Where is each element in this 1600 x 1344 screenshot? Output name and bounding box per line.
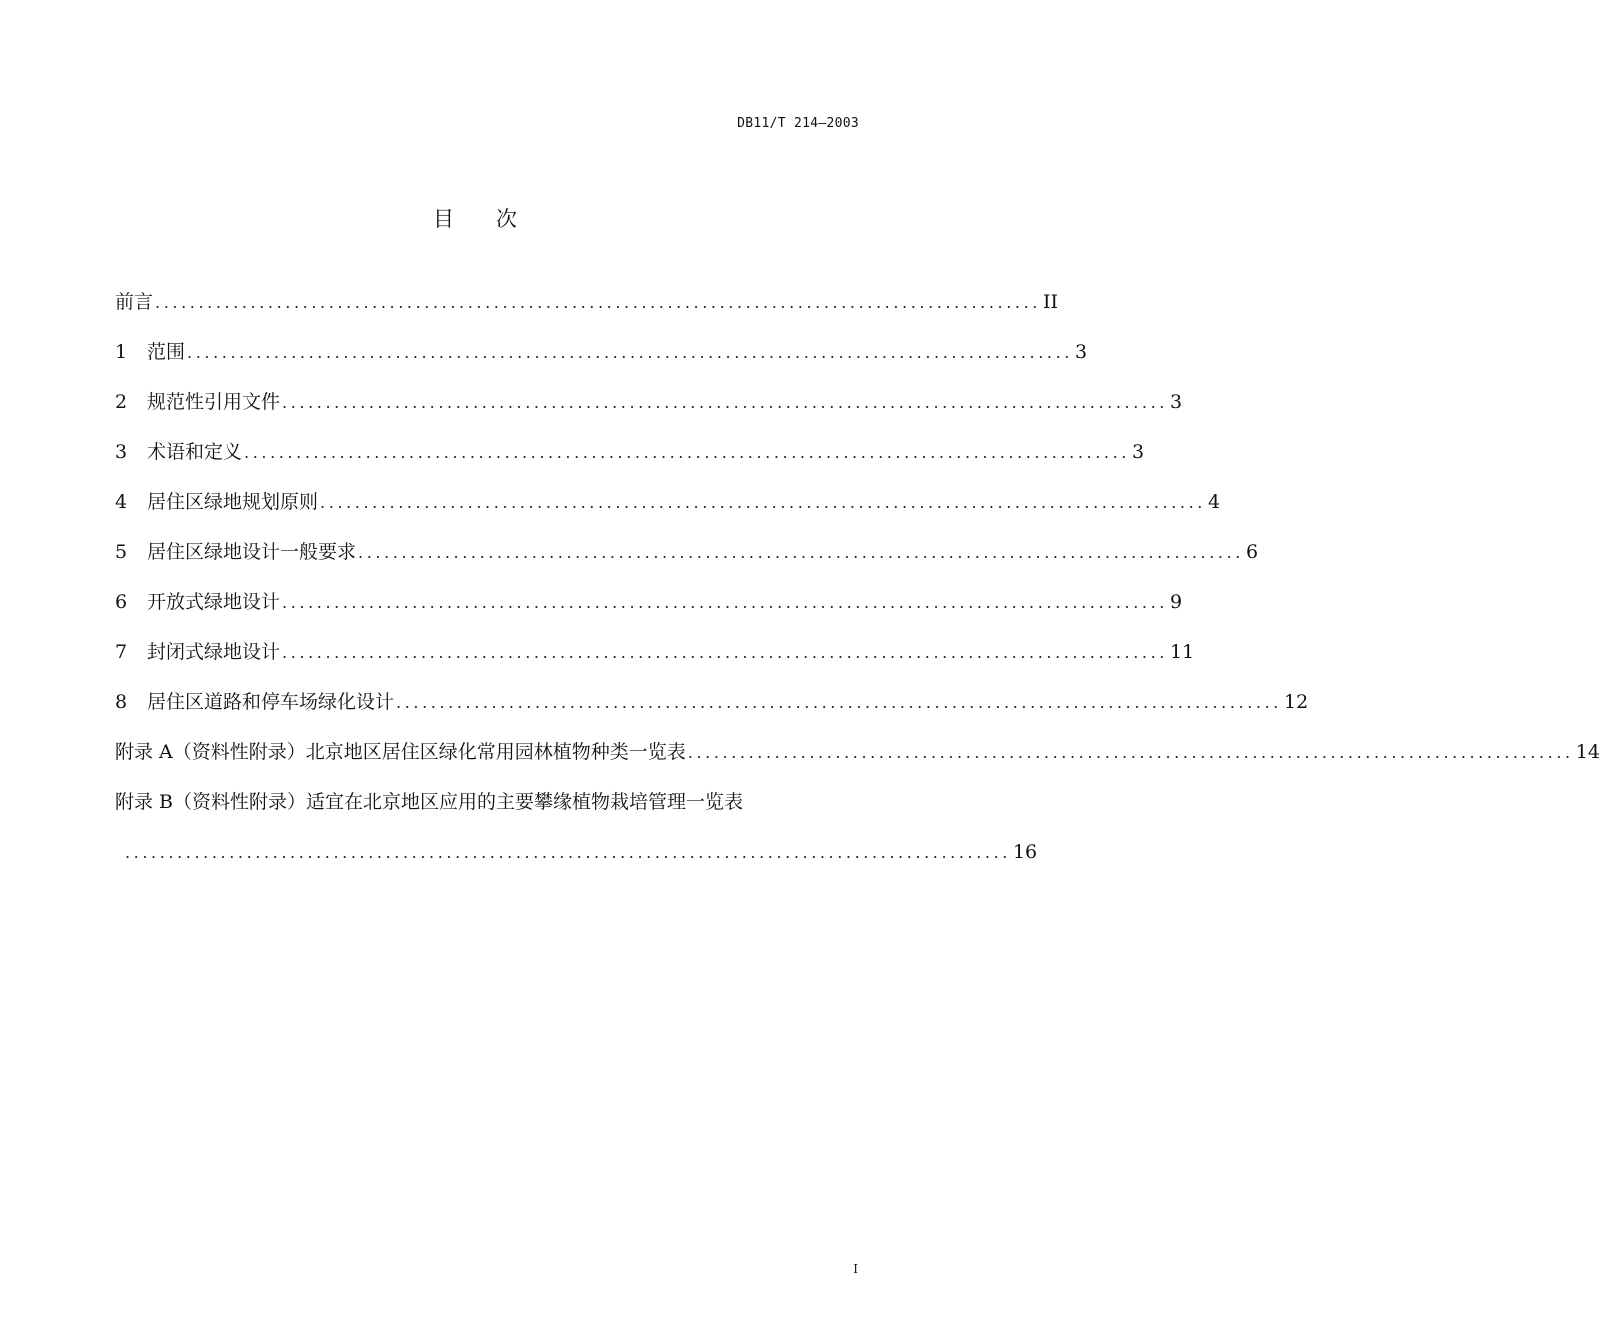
toc-entry-label: 前言 xyxy=(115,291,154,313)
document-code: DB11/T 214—2003 xyxy=(737,116,859,131)
toc-entry-label: 居住区绿地设计一般要求 xyxy=(147,541,357,563)
toc-entry-label: 术语和定义 xyxy=(147,441,243,463)
toc-leader-dots: ...................................................................................................... xyxy=(282,593,1168,612)
toc-leader-dots: ...................................................................................................... xyxy=(187,343,1073,362)
toc-entry[interactable] xyxy=(115,538,1259,588)
toc-entry-appendix-b[interactable] xyxy=(115,788,859,838)
toc-entry-label: 附录 A（资料性附录）北京地区居住区绿化常用园林植物种类一览表 xyxy=(115,741,686,763)
toc-title-part1: 目 xyxy=(433,207,454,231)
toc-entry-label: 开放式绿地设计 xyxy=(147,591,281,613)
toc-entry-page: II xyxy=(1042,291,1058,313)
toc-entry-page: 14 xyxy=(1575,741,1600,763)
toc-title-part2: 次 xyxy=(496,207,517,231)
toc-entry-page: 3 xyxy=(1074,341,1088,363)
toc-entry-appendix-a[interactable] xyxy=(115,738,1600,788)
toc-entry[interactable] xyxy=(115,488,1221,538)
toc-entry-page: 4 xyxy=(1207,491,1221,513)
toc-entry-number: 2 xyxy=(115,391,128,413)
toc-entry[interactable] xyxy=(115,588,1183,638)
toc-leader-dots: ...................................................................................................... xyxy=(687,743,1574,762)
toc-entry-page: 9 xyxy=(1169,591,1183,613)
toc-entry-label: 居住区绿地规划原则 xyxy=(147,491,319,513)
toc-leader-dots: ...................................................................................................... xyxy=(320,493,1206,512)
toc-entry[interactable] xyxy=(115,388,1183,438)
toc-entry-label: 居住区道路和停车场绿化设计 xyxy=(147,691,395,713)
toc-entry-number: 6 xyxy=(115,591,128,613)
toc-entry-number: 5 xyxy=(115,541,128,563)
toc-entry-number: 7 xyxy=(115,641,128,663)
toc-entry-number: 4 xyxy=(115,491,128,513)
toc-leader-dots: ...................................................................................................... xyxy=(282,393,1168,412)
toc-entry-page: 11 xyxy=(1169,641,1195,663)
toc-entry-page: 3 xyxy=(1131,441,1145,463)
toc-entry[interactable] xyxy=(115,688,1309,738)
toc-entry[interactable] xyxy=(115,638,1195,688)
toc-entry-number: 8 xyxy=(115,691,128,713)
toc-entry-page: 6 xyxy=(1245,541,1259,563)
toc-entry-number: 3 xyxy=(115,441,128,463)
page-number: I xyxy=(853,1262,858,1276)
toc-entry-label: 规范性引用文件 xyxy=(147,391,281,413)
toc-entry-page: 3 xyxy=(1169,391,1183,413)
toc-entry-page: 12 xyxy=(1283,691,1309,713)
toc-entry-number: 1 xyxy=(115,341,128,363)
toc-entry[interactable] xyxy=(115,288,1058,338)
toc-entry[interactable] xyxy=(115,438,1145,488)
toc-leader-dots: ...................................................................................................... xyxy=(396,693,1282,712)
toc-leader-dots: ...................................................................................................... xyxy=(244,443,1130,462)
toc-entry-label: 封闭式绿地设计 xyxy=(147,641,281,663)
toc-leader-dots: ...................................................................................................... xyxy=(155,293,1041,312)
toc-title xyxy=(0,203,950,233)
toc-entry-appendix-b-continuation[interactable] xyxy=(115,838,1038,888)
toc-entry-page: 16 xyxy=(1012,841,1038,863)
toc-leader-dots: ...................................................................................................... xyxy=(358,543,1244,562)
table-of-contents xyxy=(115,288,1600,888)
toc-entry-label: 附录 B（资料性附录）适宜在北京地区应用的主要攀缘植物栽培管理一览表 xyxy=(115,791,744,813)
toc-entry[interactable] xyxy=(115,338,1088,388)
toc-leader-dots: ...................................................................................................... xyxy=(125,843,1011,862)
toc-leader-dots: ...................................................................................................... xyxy=(282,643,1168,662)
toc-entry-label: 范围 xyxy=(147,341,186,363)
